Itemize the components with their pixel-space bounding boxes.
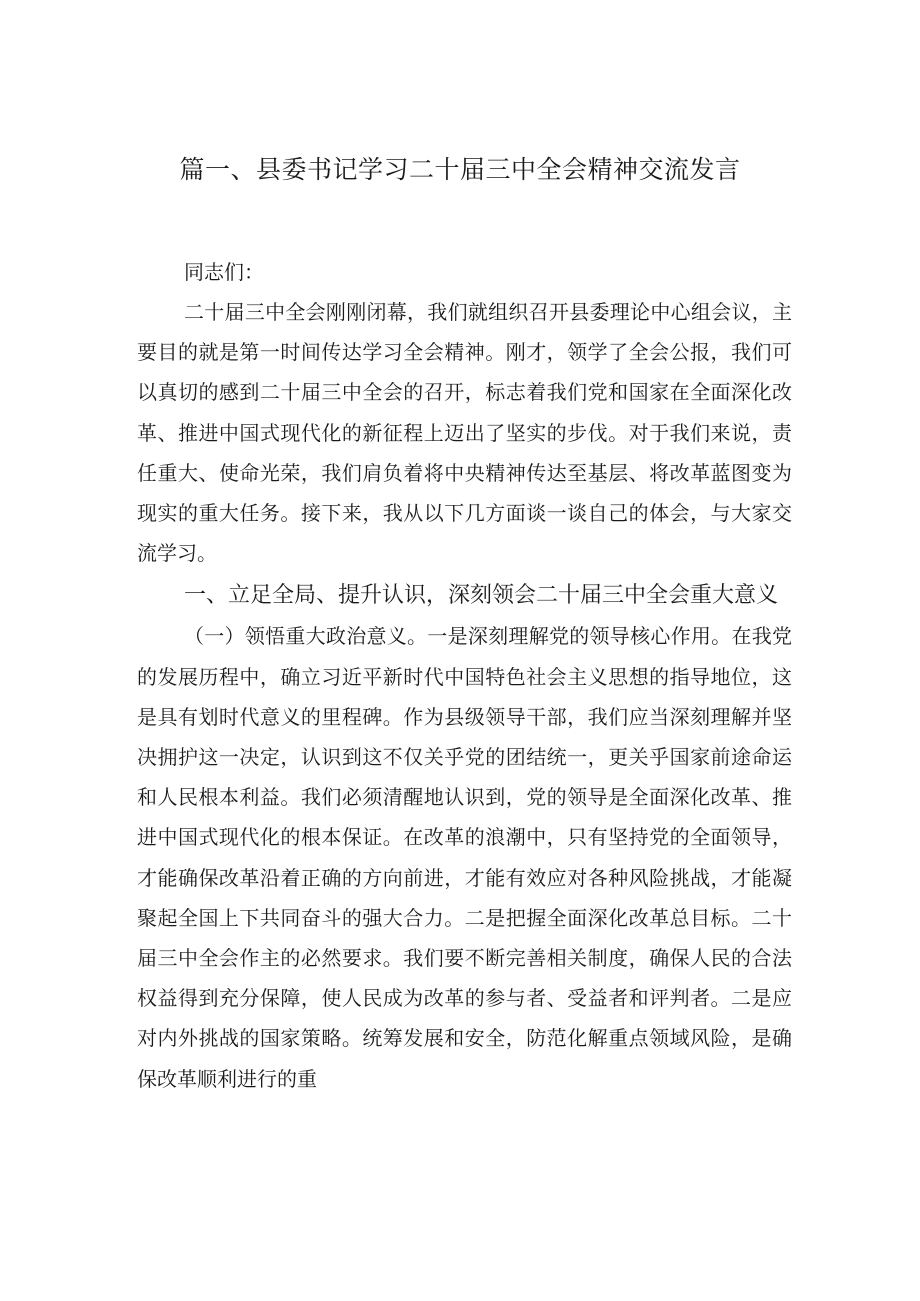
salutation: 同志们： [184, 260, 264, 284]
section-heading: 一、立足全局、提升认识，深刻领会二十届三中全会重大意义 [184, 583, 779, 609]
intro-paragraph: 二十届三中全会刚刚闭幕，我们就组织召开县委理论中心组会议，主要目的就是第一时间传达学习全会精神。刚才，领学了全会公报，我们可以真切的感到二十届三中全会的召开，标志着我们党和国家在全面深化改革、推进中国式现代化的新征程上迈出了坚实的步伐。对于我们来说，责任重大、使命光荣，我们肩负着将中央精神传达至基层、将改革蓝图变为现实的重大任务。接下来，我从以下几方面谈一谈自己的体会，与大家交流学习。 [137, 300, 792, 566]
section-paragraph: （一）领悟重大政治意义。一是深刻理解党的领导核心作用。在我党的发展历程中，确立习近平新时代中国特色社会主义思想的指导地位，这是具有划时代意义的里程碑。作为县级领导干部，我们应当深刻理解并坚决拥护这一决定，认识到这不仅关乎党的团结统一，更关乎国家前途命运和人民根本利益。我们必须清醒地认识到，党的领导是全面深化改革、推进中国式现代化的根本保证。在改革的浪潮中，只有坚持党的全面领导，才能确保改革沿着正确的方向前进，才能有效应对各种风险挑战，才能凝聚起全国上下共同奋斗的强大合力。二是把握全面深化改革总目标。二十届三中全会作主的必然要求。我们要不断完善相关制度，确保人民的合法权益得到充分保障，使人民成为改革的参与者、受益者和评判者。二是应对内外挑战的国家策略。统筹发展和安全，防范化解重点领域风险，是确保改革顺利进行的重 [137, 624, 792, 1091]
document-title: 篇一、县委书记学习二十届三中全会精神交流发言 [179, 155, 741, 184]
document-body [137, 252, 792, 1099]
